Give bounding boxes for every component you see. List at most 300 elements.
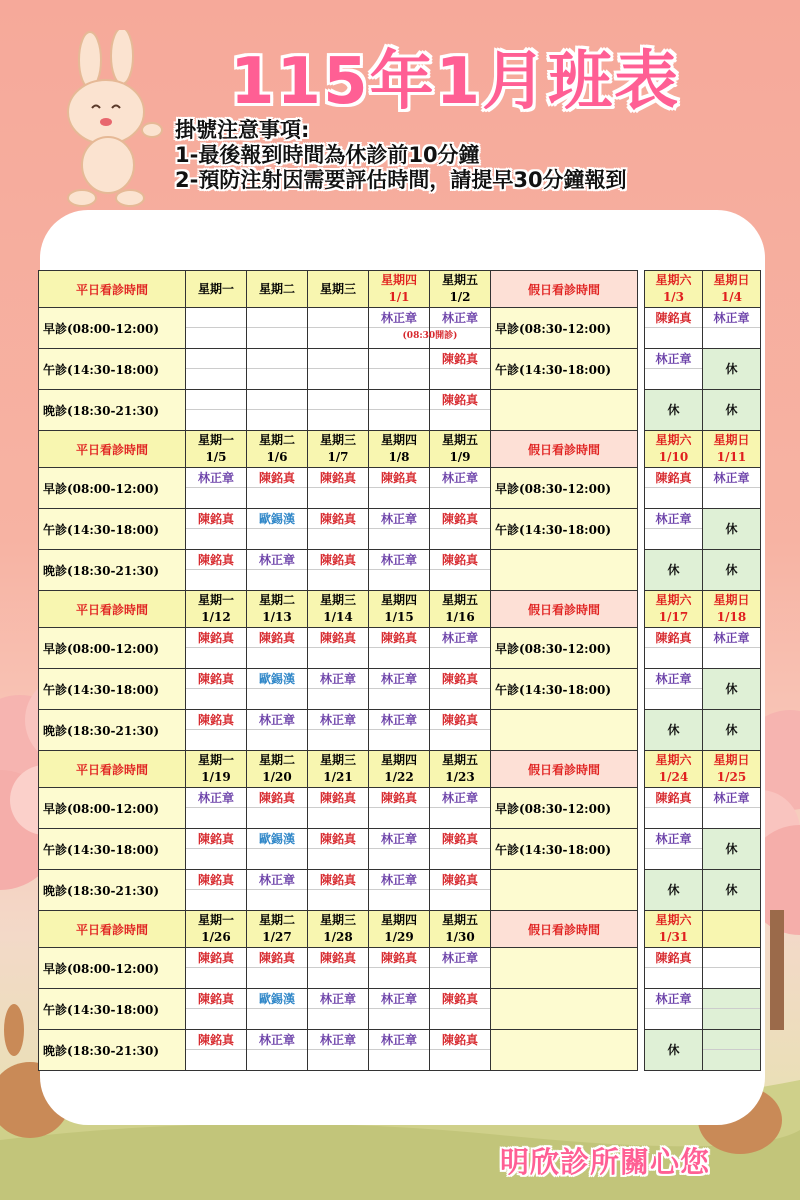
closed-label: 休	[667, 883, 680, 897]
doctor-name: 林正章	[655, 511, 692, 526]
doctor-slot	[369, 349, 430, 390]
doctor-name: 陳銘真	[319, 470, 356, 485]
holiday-session-label	[491, 710, 638, 751]
session-row	[39, 390, 761, 431]
column-gap	[638, 870, 645, 911]
weekday-name: 星期一	[197, 593, 234, 607]
date-label: 1/11	[716, 450, 747, 464]
doctor-name: 陳銘真	[441, 991, 478, 1006]
weekend-day-header	[703, 591, 761, 628]
weekday-name: 星期三	[319, 753, 356, 767]
doctor-slot	[186, 669, 247, 710]
doctor-slot	[430, 390, 491, 431]
doctor-slot	[247, 948, 308, 989]
day-header	[430, 271, 491, 308]
weekend-doctor-slot	[703, 989, 761, 1030]
doctor-name: 林正章	[380, 991, 417, 1006]
holiday-session-label	[491, 550, 638, 591]
holiday-session-label: 午診(14:30-18:00)	[491, 509, 638, 550]
week-header-row	[39, 271, 761, 308]
doctor-slot	[308, 710, 369, 751]
column-gap	[638, 271, 645, 308]
weekend-doctor-slot	[703, 669, 761, 710]
doctor-slot	[369, 468, 430, 509]
weekday-name: 星期四	[380, 593, 417, 607]
doctor-slot	[247, 308, 308, 349]
date-label: 1/10	[658, 450, 689, 464]
weekday-name: 星期三	[319, 913, 356, 927]
date-label: 1/28	[323, 930, 353, 944]
date-label: 1/17	[658, 610, 689, 624]
holiday-session-label: 午診(14:30-18:00)	[491, 349, 638, 390]
doctor-name: 林正章	[197, 790, 234, 805]
doctor-slot	[247, 870, 308, 911]
date-label: 1/29	[384, 930, 414, 944]
session-row	[39, 468, 761, 509]
column-gap	[638, 710, 645, 751]
doctor-slot	[430, 989, 491, 1030]
doctor-name: 陳銘真	[441, 552, 478, 567]
weekend-doctor-slot	[645, 710, 703, 751]
doctor-slot	[186, 308, 247, 349]
doctor-name: 陳銘真	[258, 470, 295, 485]
weekday-name: 星期四	[380, 433, 417, 447]
date-label: 1/14	[323, 610, 353, 624]
closed-label: 休	[667, 563, 680, 577]
column-gap	[638, 989, 645, 1030]
weekday-name: 星期二	[258, 913, 295, 927]
doctor-name	[308, 391, 368, 409]
doctor-slot	[186, 948, 247, 989]
closed-label: 休	[667, 1043, 680, 1057]
session-label: 早診(08:00-12:00)	[39, 948, 186, 989]
doctor-slot	[430, 628, 491, 669]
weekday-name: 星期五	[441, 273, 478, 287]
weekday-name: 星期五	[441, 753, 478, 767]
doctor-name: 陳銘真	[441, 671, 478, 686]
doctor-slot	[247, 989, 308, 1030]
doctor-name: 陳銘真	[197, 712, 234, 727]
day-header	[186, 911, 247, 948]
doctor-name	[247, 309, 307, 327]
doctor-name: 陳銘真	[655, 470, 692, 485]
weekday-name: 星期一	[197, 753, 234, 767]
weekend-doctor-slot	[645, 669, 703, 710]
doctor-name: 林正章	[655, 671, 692, 686]
weekday-name: 星期二	[258, 753, 295, 767]
footer-slogan: 明欣診所關心您	[500, 1145, 711, 1179]
doctor-name: 陳銘真	[380, 790, 417, 805]
weekday-name: 星期日	[713, 753, 750, 767]
weekend-doctor-slot	[645, 948, 703, 989]
holiday-session-label	[491, 989, 638, 1030]
weekday-name: 星期二	[258, 433, 295, 447]
week-header-row	[39, 911, 761, 948]
doctor-slot	[308, 989, 369, 1030]
doctor-slot	[186, 628, 247, 669]
weekend-doctor-slot	[645, 788, 703, 829]
doctor-slot	[247, 788, 308, 829]
doctor-name: 林正章	[441, 950, 478, 965]
doctor-slot	[430, 550, 491, 591]
weekday-hours-label: 平日看診時間	[39, 271, 186, 308]
weekday-name: 星期三	[319, 281, 356, 296]
doctor-name: 林正章	[380, 511, 417, 526]
closed-label: 休	[725, 563, 738, 577]
date-label: 1/6	[266, 450, 288, 464]
weekend-day-header	[703, 431, 761, 468]
weekend-doctor-slot	[703, 550, 761, 591]
weekend-doctor-slot	[703, 628, 761, 669]
session-row	[39, 669, 761, 710]
doctor-name: 林正章	[713, 790, 750, 805]
doctor-name: 林正章	[441, 790, 478, 805]
doctor-slot	[369, 308, 458, 349]
doctor-name: 陳銘真	[197, 511, 234, 526]
session-label: 午診(14:30-18:00)	[39, 509, 186, 550]
session-label: 晚診(18:30-21:30)	[39, 1030, 186, 1071]
doctor-name: 陳銘真	[319, 872, 356, 887]
week-header-row	[39, 431, 761, 468]
doctor-name: 陳銘真	[197, 872, 234, 887]
closed-label: 休	[725, 362, 738, 376]
doctor-name: 陳銘真	[319, 511, 356, 526]
doctor-slot	[369, 989, 430, 1030]
week-header-row	[39, 591, 761, 628]
weekday-name: 星期日	[713, 433, 750, 447]
day-header	[186, 271, 247, 308]
doctor-name: 林正章	[713, 310, 750, 325]
doctor-slot	[186, 710, 247, 751]
day-header	[308, 431, 369, 468]
doctor-slot	[308, 870, 369, 911]
doctor-slot	[369, 628, 430, 669]
doctor-name: 林正章	[258, 872, 295, 887]
day-header	[308, 271, 369, 308]
weekend-doctor-slot	[703, 349, 761, 390]
weekend-doctor-slot	[703, 948, 761, 989]
doctor-name	[247, 391, 307, 409]
weekday-name: 星期六	[655, 433, 692, 447]
doctor-name	[703, 990, 760, 1008]
doctor-slot	[186, 989, 247, 1030]
session-label: 午診(14:30-18:00)	[39, 349, 186, 390]
column-gap	[638, 390, 645, 431]
date-label: 1/2	[449, 290, 471, 304]
weekday-name: 星期日	[713, 273, 750, 287]
doctor-slot	[247, 349, 308, 390]
session-row	[39, 349, 761, 390]
session-label: 午診(14:30-18:00)	[39, 989, 186, 1030]
session-label: 晚診(18:30-21:30)	[39, 390, 186, 431]
doctor-name: 陳銘真	[441, 872, 478, 887]
doctor-slot	[430, 509, 491, 550]
doctor-name: 林正章	[258, 552, 295, 567]
doctor-name: 林正章	[319, 671, 356, 686]
weekend-day-header	[645, 591, 703, 628]
column-gap	[638, 550, 645, 591]
weekend-doctor-slot	[645, 509, 703, 550]
doctor-name: 林正章	[380, 310, 417, 325]
weekday-name: 星期六	[655, 753, 692, 767]
holiday-hours-label: 假日看診時間	[491, 271, 638, 308]
day-header	[247, 751, 308, 788]
doctor-name: 陳銘真	[655, 950, 692, 965]
date-label: 1/7	[327, 450, 349, 464]
session-row	[39, 509, 761, 550]
date-label: 1/23	[445, 770, 475, 784]
date-label: 1/25	[716, 770, 747, 784]
doctor-name: 陳銘真	[258, 630, 295, 645]
day-header	[247, 591, 308, 628]
doctor-slot	[186, 349, 247, 390]
weekend-doctor-slot	[645, 349, 703, 390]
doctor-slot	[308, 308, 369, 349]
doctor-slot	[308, 509, 369, 550]
weekday-name: 星期六	[655, 273, 692, 287]
day-header	[369, 271, 430, 308]
doctor-slot	[247, 628, 308, 669]
doctor-slot	[186, 509, 247, 550]
holiday-session-label	[491, 390, 638, 431]
doctor-slot	[186, 870, 247, 911]
doctor-slot	[308, 1030, 369, 1071]
doctor-slot	[186, 1030, 247, 1071]
session-row	[39, 948, 761, 989]
doctor-name: 林正章	[380, 552, 417, 567]
day-header	[308, 751, 369, 788]
doctor-name	[186, 309, 246, 327]
doctor-slot	[308, 468, 369, 509]
doctor-slot	[430, 710, 491, 751]
weekend-doctor-slot	[703, 509, 761, 550]
date-label: 1/3	[662, 290, 685, 304]
session-row	[39, 788, 761, 829]
week-header-row	[39, 751, 761, 788]
day-header	[369, 751, 430, 788]
column-gap	[638, 308, 645, 349]
doctor-slot	[308, 948, 369, 989]
doctor-slot	[369, 829, 430, 870]
day-header	[430, 751, 491, 788]
day-header	[308, 911, 369, 948]
doctor-slot	[308, 669, 369, 710]
date-label: 1/12	[201, 610, 231, 624]
doctor-name: 林正章	[258, 1032, 295, 1047]
date-label: 1/5	[205, 450, 227, 464]
holiday-session-label: 午診(14:30-18:00)	[491, 829, 638, 870]
session-row	[39, 550, 761, 591]
note-item: 1-最後報到時間為休診前10分鐘	[175, 143, 480, 167]
bunny-mascot-icon	[52, 30, 172, 210]
closed-label: 休	[725, 682, 738, 696]
date-label: 1/15	[384, 610, 414, 624]
column-gap	[638, 431, 645, 468]
doctor-name: 林正章	[713, 630, 750, 645]
column-gap	[638, 509, 645, 550]
doctor-name: 陳銘真	[197, 671, 234, 686]
doctor-slot	[308, 550, 369, 591]
doctor-slot	[186, 468, 247, 509]
holiday-hours-label: 假日看診時間	[491, 911, 638, 948]
doctor-name	[247, 350, 307, 368]
doctor-slot	[308, 829, 369, 870]
weekday-name: 星期二	[258, 281, 295, 296]
doctor-name: 陳銘真	[197, 552, 234, 567]
doctor-name: 歐錫漢	[258, 831, 295, 846]
doctor-slot	[369, 710, 430, 751]
holiday-session-label: 早診(08:30-12:00)	[491, 468, 638, 509]
doctor-slot	[308, 788, 369, 829]
day-header	[369, 431, 430, 468]
day-header	[369, 591, 430, 628]
holiday-session-label: 早診(08:30-12:00)	[491, 628, 638, 669]
doctor-name: 林正章	[258, 712, 295, 727]
doctor-name: 林正章	[380, 831, 417, 846]
day-header	[308, 591, 369, 628]
holiday-session-label	[491, 1030, 638, 1071]
closed-label: 休	[725, 403, 738, 417]
doctor-name: 陳銘真	[380, 470, 417, 485]
weekday-name: 星期五	[441, 593, 478, 607]
doctor-slot	[430, 1030, 491, 1071]
date-label: 1/30	[445, 930, 475, 944]
date-label: 1/31	[658, 930, 689, 944]
day-header	[247, 271, 308, 308]
doctor-name: 陳銘真	[319, 790, 356, 805]
column-gap	[638, 788, 645, 829]
doctor-name: 林正章	[380, 1032, 417, 1047]
doctor-slot	[247, 550, 308, 591]
weekday-name: 星期一	[197, 281, 234, 296]
doctor-slot	[430, 870, 491, 911]
weekend-doctor-slot	[645, 989, 703, 1030]
day-header	[430, 591, 491, 628]
weekday-name: 星期二	[258, 593, 295, 607]
doctor-name	[308, 350, 368, 368]
doctor-name: 陳銘真	[441, 392, 478, 407]
doctor-name: 陳銘真	[441, 511, 478, 526]
weekend-doctor-slot	[645, 390, 703, 431]
doctor-slot	[369, 948, 430, 989]
date-label: 1/19	[201, 770, 231, 784]
doctor-name: 林正章	[380, 872, 417, 887]
column-gap	[638, 669, 645, 710]
day-header	[186, 591, 247, 628]
weekday-hours-label: 平日看診時間	[39, 431, 186, 468]
doctor-name: 林正章	[319, 1032, 356, 1047]
session-label: 午診(14:30-18:00)	[39, 669, 186, 710]
doctor-name: 陳銘真	[258, 790, 295, 805]
doctor-name: 陳銘真	[655, 310, 692, 325]
session-label: 早診(08:00-12:00)	[39, 628, 186, 669]
page-title: 115年1月班表	[230, 45, 681, 119]
doctor-slot	[430, 669, 491, 710]
doctor-name	[369, 350, 429, 368]
column-gap	[638, 911, 645, 948]
holiday-hours-label: 假日看診時間	[491, 431, 638, 468]
weekend-doctor-slot	[703, 1030, 761, 1071]
date-label: 1/1	[388, 290, 410, 304]
doctor-slot	[369, 1030, 430, 1071]
note-item: 2-預防注射因需要評估時間，請提早30分鐘報到	[175, 168, 627, 192]
doctor-name: 陳銘真	[258, 950, 295, 965]
weekday-name: 星期三	[319, 433, 356, 447]
doctor-name: 歐錫漢	[258, 991, 295, 1006]
column-gap	[638, 591, 645, 628]
day-header	[430, 431, 491, 468]
column-gap	[638, 628, 645, 669]
doctor-name: 陳銘真	[197, 1032, 234, 1047]
closed-label: 休	[725, 522, 738, 536]
day-header	[186, 431, 247, 468]
doctor-slot	[430, 349, 491, 390]
doctor-name: 林正章	[655, 831, 692, 846]
doctor-name: 陳銘真	[380, 950, 417, 965]
opening-time-note: (08:30開診)	[402, 330, 458, 341]
doctor-slot	[186, 550, 247, 591]
holiday-session-label: 午診(14:30-18:00)	[491, 669, 638, 710]
weekend-doctor-slot	[703, 870, 761, 911]
doctor-slot	[247, 390, 308, 431]
doctor-slot	[247, 468, 308, 509]
session-row	[39, 989, 761, 1030]
weekend-doctor-slot	[645, 829, 703, 870]
date-label: 1/18	[716, 610, 747, 624]
weekday-name: 星期六	[655, 913, 692, 927]
weekday-hours-label: 平日看診時間	[39, 911, 186, 948]
doctor-slot	[369, 870, 430, 911]
session-row	[39, 1030, 761, 1071]
session-row	[39, 710, 761, 751]
weekend-doctor-slot	[645, 628, 703, 669]
holiday-session-label	[491, 870, 638, 911]
weekend-doctor-slot	[645, 308, 703, 349]
date-label: 1/20	[262, 770, 292, 784]
closed-label: 休	[725, 842, 738, 856]
weekday-name: 星期五	[441, 913, 478, 927]
day-header	[186, 751, 247, 788]
weekday-name: 星期四	[380, 273, 417, 287]
weekend-doctor-slot	[703, 390, 761, 431]
holiday-session-label: 早診(08:30-12:00)	[491, 308, 638, 349]
weekday-name: 星期一	[197, 433, 234, 447]
holiday-session-label	[491, 948, 638, 989]
column-gap	[638, 349, 645, 390]
session-label: 晚診(18:30-21:30)	[39, 550, 186, 591]
doctor-slot	[369, 509, 430, 550]
holiday-hours-label: 假日看診時間	[491, 591, 638, 628]
weekend-day-header	[645, 271, 703, 308]
weekend-day-header	[645, 751, 703, 788]
doctor-name: 林正章	[197, 470, 234, 485]
closed-label: 休	[725, 723, 738, 737]
doctor-slot	[247, 710, 308, 751]
date-label: 1/21	[323, 770, 353, 784]
weekend-doctor-slot	[645, 550, 703, 591]
session-label: 早診(08:00-12:00)	[39, 788, 186, 829]
doctor-name: 林正章	[655, 351, 692, 366]
doctor-slot	[308, 349, 369, 390]
date-label: 1/22	[384, 770, 414, 784]
doctor-name: 林正章	[380, 712, 417, 727]
doctor-slot	[308, 390, 369, 431]
doctor-name: 陳銘真	[197, 991, 234, 1006]
doctor-name: 陳銘真	[197, 831, 234, 846]
doctor-name: 陳銘真	[441, 351, 478, 366]
day-header	[369, 911, 430, 948]
weekend-doctor-slot	[703, 710, 761, 751]
